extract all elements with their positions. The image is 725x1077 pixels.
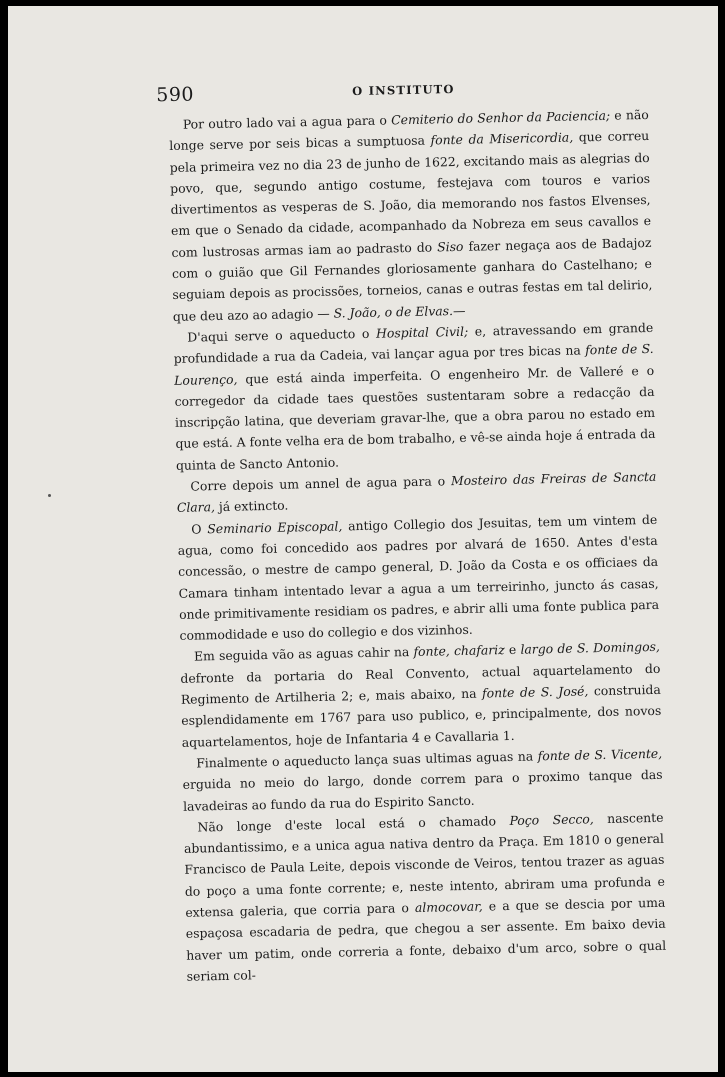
text-run: já extincto. — [214, 497, 289, 515]
body-text — [169, 104, 667, 987]
paragraph — [177, 508, 660, 646]
italic-text: Cemiterio do Senhor da Paciencia; — [391, 107, 611, 128]
scanned-page — [8, 6, 718, 1072]
text-run: erguida no meio do largo, donde correm para o proximo tanque das lavadeiras ao fundo da rua do Espirito Sancto. — [182, 766, 663, 814]
italic-text: Hospital Civil; — [375, 323, 469, 341]
paragraph — [183, 807, 666, 987]
text-run: e não longe serve por seis bicas a sumptuosa — [169, 106, 649, 154]
text-run: Corre depois um annel de agua para o — [190, 473, 452, 494]
text-block — [156, 74, 667, 987]
italic-text: Siso — [436, 238, 464, 255]
italic-text: Seminario Episcopal, — [207, 518, 343, 536]
text-run: construida esplendidamente em 1767 para uso publico, e, principalmente, dos novos aquartelamentos, hoje de Infantaria 4 e Cavallaria 1. — [181, 681, 662, 750]
text-run: nascente abundantissimo, e a unica agua nativa dentro da Praça. Em 1810 o general Francisco de Paula Leite, depois visconde de Veiros, tentou trazer as aguas do poço a uma fonte corrente; e, neste intento, abriram uma profunda e extensa galeria, que corria para o — [183, 809, 665, 920]
text-run: Não longe d'este local está o chamado — [197, 812, 510, 835]
text-run: O — [191, 520, 208, 537]
text-run: Por outro lado vai a agua para o — [182, 112, 392, 132]
text-run: Finalmente o aqueducto lança suas ultimas aguas na — [196, 748, 538, 771]
text-run: e, atravessando em grande profundidade a rua da Cadeia, vai lançar agua por tres bicas na — [173, 319, 654, 367]
page-number: 590 — [156, 83, 195, 107]
italic-text: fonte da Misericordia, — [430, 129, 574, 148]
text-run: que está ainda imperfeita. O engenheiro Mr. de Valleré e o corregedor da cidade taes questões sustentaram sobre a redacção da inscripção latina, que deveriam gravar-lhe, que a obra parou no estado em que está. A fonte velha era de bom trabalho, e vê-se ainda hoje á entrada da quinta de Sancto Antonio. — [174, 362, 656, 473]
italic-text: fonte de S. Vicente, — [537, 745, 663, 764]
paragraph — [180, 636, 662, 753]
text-run: que correu pela primeira vez no dia 23 de junho de 1622, excitando mais as alegrias do povo, que, segundo antigo costume, festejava com touros e varios divertimentos as vesperas de S. João, dia memorando nos fastos Elvenses, em que o Senado da cidade, acompanhado da Nobreza em seus cavallos e com lustrosas armas iam ao padrasto do — [169, 128, 652, 260]
text-run: D'aqui serve o aqueducto o — [187, 325, 377, 345]
paragraph — [182, 743, 663, 817]
text-run: Em seguida vão as aguas cahir na — [193, 644, 414, 665]
italic-text: fonte de S. Lourenço, — [174, 341, 654, 388]
italic-text: fonte, chafariz — [413, 642, 505, 660]
italic-text: almocovar, — [414, 898, 483, 915]
text-run: e a que se descia por uma espaçosa escadaria de pedra, que chegou a ser assente. Em baixo devia haver um patim, onde correria a fonte, debaixo d'um arco, sobre o qual seriam col- — [185, 894, 667, 984]
italic-text: Poço Secco, — [509, 811, 594, 828]
italic-text: fonte de S. José, — [481, 683, 589, 701]
text-run: e — [504, 642, 521, 658]
text-run: — — [452, 302, 466, 318]
text-run: defronte da portaria do Real Convento, actual aquartelamento do Regimento de Artilheria 2; e, mais abaixo, na — [180, 660, 661, 707]
italic-text: largo de S. Domingos, — [520, 639, 661, 658]
italic-text: Mosteiro das Freiras de Sancta Clara, — [176, 468, 657, 516]
paragraph — [169, 104, 653, 327]
text-run: antigo Collegio dos Jesuitas, tem um vintem de agua, como foi concedido aos padres por alvará de 1650. Antes d'esta concessão, o mestre de campo general, D. João da Costa e os officiaes da Camara tinham intentado levar a agua a um terreirinho, juncto ás casas, onde primitivamente residiam os padres, e abrir alli uma fonte publica para commodidade e uso do collegio e dos vizinhos. — [177, 511, 660, 644]
running-title: O INSTITUTO — [352, 81, 455, 99]
text-run: fazer negaça aos de Badajoz com o guião que Gil Fernandes gloriosamente ganhara do Castelhano; e seguiam depois as procissões, torneios, canas e outras festas em tal delirio, que deu azo ao adagio — — [171, 234, 653, 324]
paragraph — [173, 317, 656, 476]
italic-text: S. João, o de Elvas. — [333, 302, 454, 321]
ink-speck — [48, 494, 51, 497]
